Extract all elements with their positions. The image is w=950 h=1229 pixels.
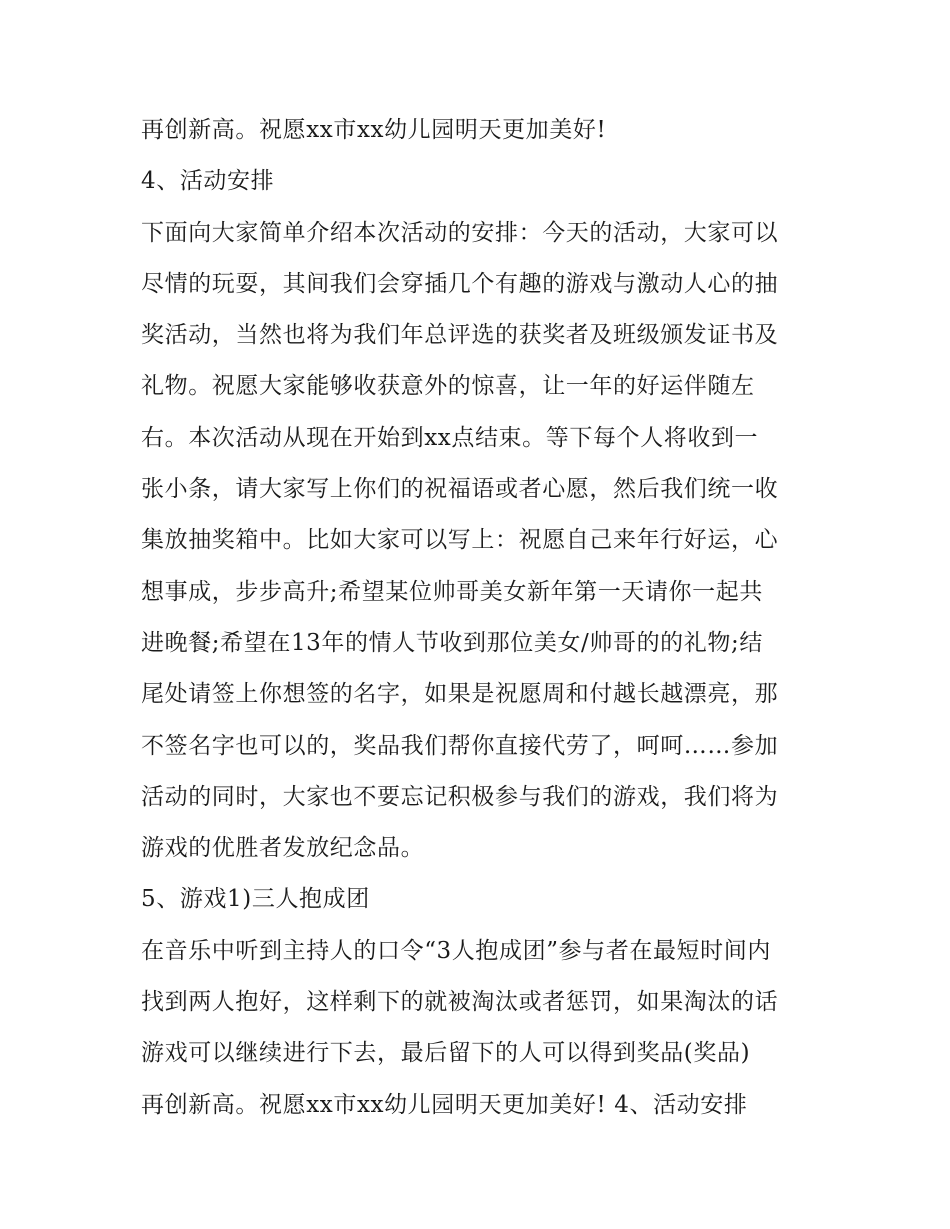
text-line: 再创新高。祝愿xx市xx幼儿园明天更加美好! 4、活动安排 — [141, 1091, 748, 1118]
text-line: 再创新高。祝愿xx市xx幼儿园明天更加美好! — [141, 117, 607, 143]
document-body — [141, 108, 821, 1134]
text-line: 进晚餐;希望在13年的情人节收到那位美女/帅哥的的礼物;结 — [141, 629, 763, 656]
text-line: 在音乐中听到主持人的口令“3人抱成团”参与者在最短时间内 — [141, 937, 771, 964]
text-line: 礼物。祝愿大家能够收获意外的惊喜，让一年的好运伴随左 — [141, 373, 755, 400]
text-line: 右。本次活动从现在开始到xx点结束。等下每个人将收到一 — [141, 424, 759, 451]
text-line: 集放抽奖箱中。比如大家可以写上：祝愿自己来年行好运，心 — [141, 527, 779, 554]
text-line: 奖活动，当然也将为我们年总评选的获奖者及班级颁发证书及 — [141, 322, 779, 349]
text-line: 找到两人抱好，这样剩下的就被淘汰或者惩罚，如果淘汰的话 — [141, 989, 779, 1016]
text-line: 游戏可以继续进行下去，最后留下的人可以得到奖品(奖品) — [141, 1040, 751, 1067]
text-line: 尾处请签上你想签的名字，如果是祝愿周和付越长越漂亮，那 — [141, 681, 779, 708]
section-heading: 4、活动安排 — [141, 168, 275, 195]
text-line: 张小条，请大家写上你们的祝福语或者心愿，然后我们统一收 — [141, 476, 779, 503]
text-line: 游戏的优胜者发放纪念品。 — [141, 835, 425, 862]
text-line: 活动的同时，大家也不要忘记积极参与我们的游戏，我们将为 — [141, 783, 779, 810]
text-line: 尽情的玩耍，其间我们会穿插几个有趣的游戏与激动人心的抽 — [141, 270, 779, 297]
text-line: 想事成，步步高升;希望某位帅哥美女新年第一天请你一起共 — [141, 578, 763, 605]
text-line: 不签名字也可以的，奖品我们帮你直接代劳了，呵呵……参加 — [141, 732, 779, 759]
text-line: 下面向大家简单介绍本次活动的安排：今天的活动，大家可以 — [141, 219, 779, 246]
section-heading: 5、游戏1)三人抱成团 — [141, 886, 370, 913]
